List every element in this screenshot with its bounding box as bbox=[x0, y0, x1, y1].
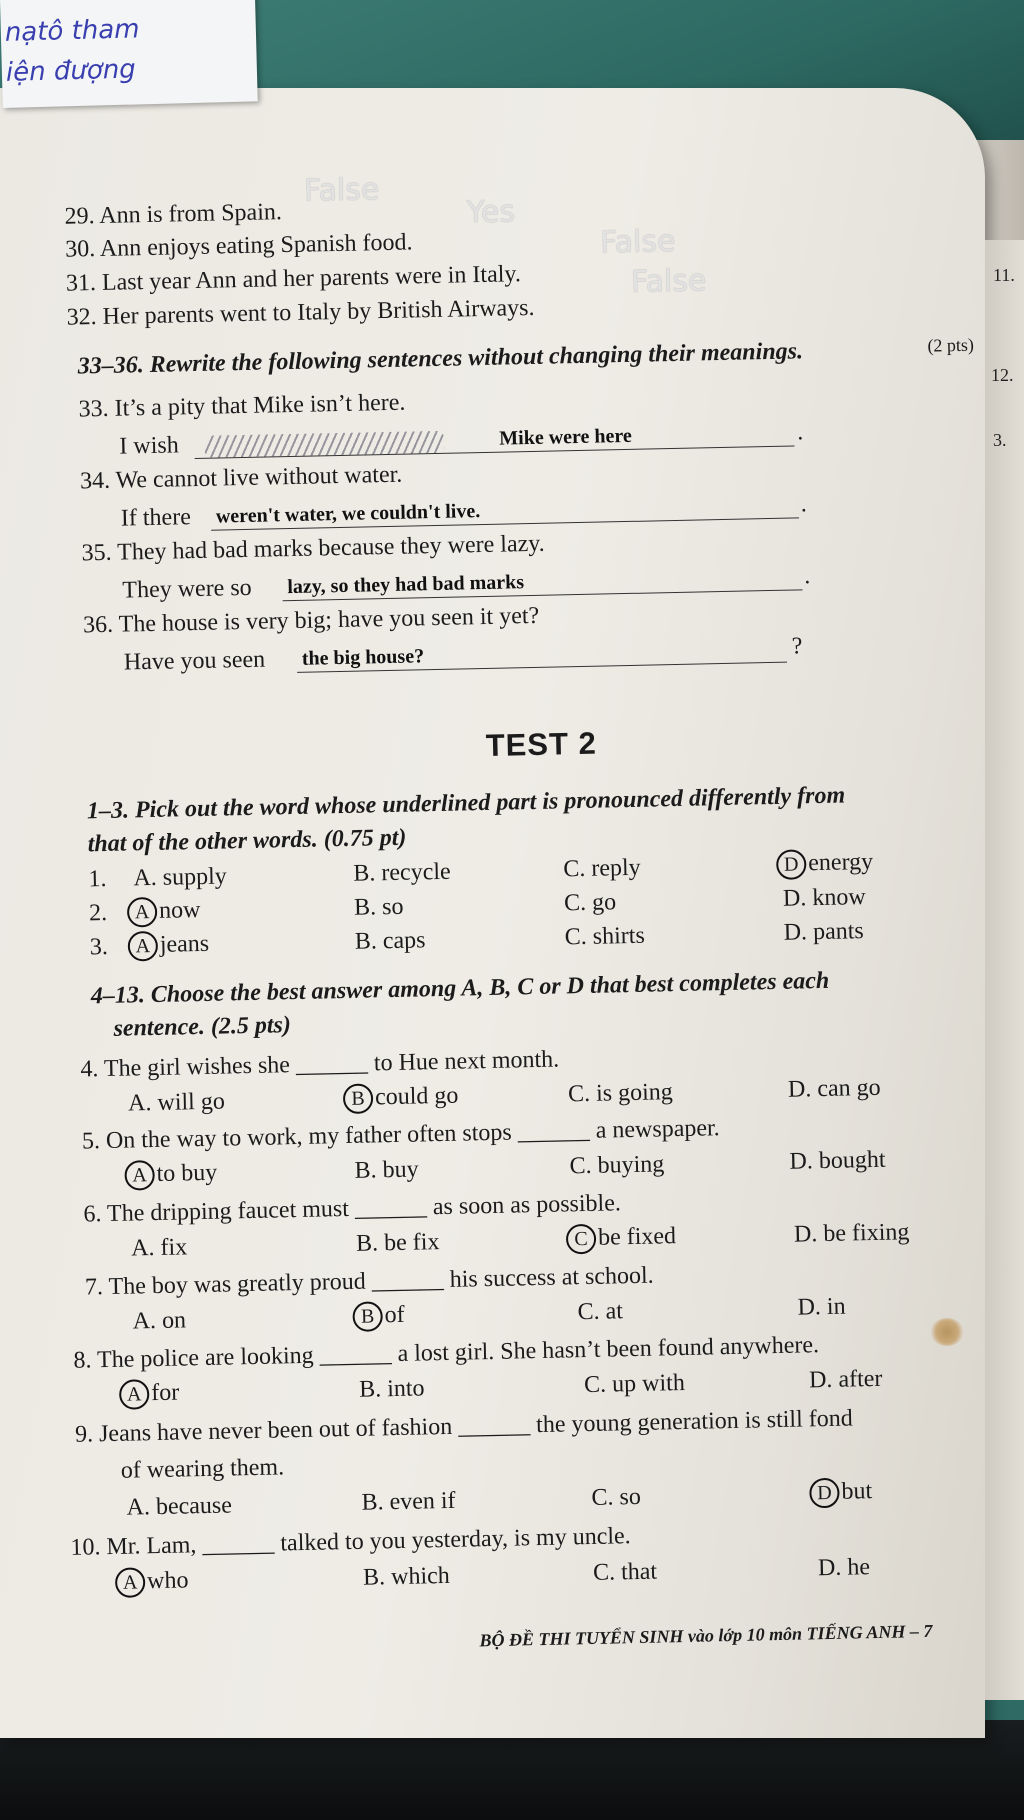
question: 6. The dripping faucet must ______ as soon as possible. bbox=[83, 1190, 622, 1228]
circled-answer: A bbox=[124, 1160, 155, 1191]
statement-32: 32. Her parents went to Italy by British Airways. bbox=[66, 294, 535, 331]
question: 10. Mr. Lam, ______ talked to you yesterday, is my uncle. bbox=[70, 1523, 631, 1561]
question: 7. The boy was greatly proud ______ his success at school. bbox=[84, 1262, 654, 1301]
rewrite-answer: the big house? bbox=[301, 645, 425, 670]
option: B. buy bbox=[354, 1156, 419, 1184]
option: D. after bbox=[808, 1365, 883, 1394]
option: C. is going bbox=[567, 1079, 673, 1108]
option: A. fix bbox=[130, 1234, 188, 1262]
section-heading: that of the other words. (0.75 pt) bbox=[87, 824, 407, 858]
option-circled: A to buy bbox=[124, 1159, 217, 1191]
option: C. buying bbox=[569, 1151, 665, 1180]
circled-answer: C bbox=[566, 1224, 597, 1255]
option: C. at bbox=[577, 1298, 624, 1326]
statement-31: 31. Last year Ann and her parents were in Italy. bbox=[65, 261, 522, 297]
option: C. go bbox=[563, 889, 617, 917]
option: B. which bbox=[362, 1562, 451, 1591]
rewrite-points: (2 pts) bbox=[927, 334, 975, 356]
edge-number: 12. bbox=[991, 365, 1014, 385]
option: B. be fix bbox=[355, 1229, 440, 1257]
rewrite-start: They were so bbox=[122, 574, 252, 604]
question: 5. On the way to work, my father often stops ______ a newspaper. bbox=[81, 1115, 720, 1155]
test-title: TEST 2 bbox=[485, 725, 598, 763]
rewrite-start: I wish bbox=[119, 432, 179, 460]
option: A. will go bbox=[127, 1088, 226, 1117]
section-heading: 1–3. Pick out the word whose underlined part is pronounced differently from bbox=[86, 782, 846, 825]
option-circled: D energy bbox=[776, 848, 873, 880]
option-circled: C be fixed bbox=[566, 1222, 677, 1254]
question: 4. The girl wishes she ______ to Hue next month. bbox=[80, 1046, 560, 1083]
handwritten-answer: False bbox=[630, 263, 707, 300]
option: B. so bbox=[353, 893, 404, 921]
rewrite-end: ? bbox=[791, 633, 803, 660]
circled-answer: D bbox=[809, 1478, 840, 1509]
question: 8. The police are looking ______ a lost girl. She hasn’t been found anywhere. bbox=[73, 1332, 820, 1374]
rewrite-end: . bbox=[796, 419, 804, 446]
option: D. be fixing bbox=[793, 1219, 910, 1248]
rewrite-start: If there bbox=[120, 504, 192, 532]
option: C. shirts bbox=[564, 922, 646, 951]
page-footer: BỘ ĐỀ THI TUYỂN SINH vào lớp 10 môn TIẾNG ANH – 7 bbox=[479, 1620, 933, 1651]
circled-answer: A bbox=[119, 1379, 150, 1410]
option: D. pants bbox=[783, 918, 864, 946]
option-circled: A for bbox=[119, 1379, 180, 1410]
option-circled: B of bbox=[352, 1301, 405, 1332]
rewrite-question: 33. It’s a pity that Mike isn’t here. bbox=[78, 389, 406, 423]
option: B. recycle bbox=[353, 858, 451, 887]
circled-answer: A bbox=[128, 931, 159, 962]
stain-mark bbox=[930, 1318, 964, 1346]
circled-answer: D bbox=[776, 849, 807, 880]
option: C. so bbox=[591, 1483, 642, 1511]
option: A. because bbox=[126, 1492, 233, 1521]
circled-answer: A bbox=[127, 897, 158, 928]
handwritten-answer: False bbox=[599, 223, 676, 261]
rewrite-answer: Mike were here bbox=[499, 424, 633, 450]
row-number: 3. bbox=[89, 933, 109, 961]
option: B. into bbox=[358, 1375, 425, 1403]
option: D. know bbox=[782, 884, 866, 912]
circled-answer: B bbox=[343, 1083, 374, 1114]
option-circled: A who bbox=[115, 1566, 189, 1598]
option-circled: A jeans bbox=[128, 930, 210, 962]
option-circled: B could go bbox=[343, 1082, 459, 1114]
rewrite-question: 36. The house is very big; have you seen it yet? bbox=[82, 602, 540, 639]
handwritten-answer: Yes bbox=[466, 194, 516, 231]
option: A. on bbox=[132, 1307, 187, 1335]
row-number: 1. bbox=[88, 865, 107, 893]
handwritten-answer: False bbox=[303, 172, 380, 209]
question: 9. Jeans have never been out of fashion ______ the young generation is still fond bbox=[74, 1405, 853, 1448]
option: B. caps bbox=[354, 927, 426, 955]
option: D. he bbox=[817, 1554, 871, 1582]
section-heading: sentence. (2.5 pts) bbox=[113, 1012, 292, 1042]
option: C. reply bbox=[563, 854, 641, 883]
statement-29: 29. Ann is from Spain. bbox=[64, 199, 283, 230]
option: D. in bbox=[797, 1293, 846, 1321]
option: D. can go bbox=[787, 1074, 881, 1103]
option: B. even if bbox=[361, 1487, 456, 1516]
rewrite-end: . bbox=[800, 491, 808, 518]
edge-number: 3. bbox=[993, 430, 1007, 450]
option: A. supply bbox=[133, 863, 228, 892]
option-circled: A now bbox=[127, 896, 201, 928]
note-scribble: iện đượng bbox=[5, 54, 137, 88]
rewrite-heading: 33–36. Rewrite the following sentences without changing their meanings. bbox=[77, 338, 804, 380]
option-circled: D but bbox=[809, 1477, 872, 1508]
rewrite-answer: weren't water, we couldn't live. bbox=[215, 500, 481, 528]
circled-answer: A bbox=[115, 1567, 146, 1598]
circled-answer: B bbox=[352, 1301, 383, 1332]
rewrite-question: 34. We cannot live without water. bbox=[79, 461, 403, 495]
rewrite-question: 35. They had bad marks because they were lazy. bbox=[81, 530, 545, 567]
option: C. that bbox=[592, 1558, 658, 1586]
edge-number: 11. bbox=[993, 265, 1015, 285]
row-number: 2. bbox=[88, 899, 108, 927]
rewrite-end: . bbox=[803, 563, 811, 590]
rewrite-start: Have you seen bbox=[123, 646, 266, 676]
note-scribble: nạtô tham bbox=[4, 14, 140, 48]
rewrite-answer: lazy, so they had bad marks bbox=[287, 571, 525, 599]
option: C. up with bbox=[583, 1369, 686, 1399]
statement-30: 30. Ann enjoys eating Spanish food. bbox=[64, 229, 413, 263]
question-continued: of wearing them. bbox=[120, 1454, 285, 1484]
option: D. bought bbox=[789, 1146, 886, 1175]
section-heading: 4–13. Choose the best answer among A, B, C or D that best completes each bbox=[90, 967, 830, 1010]
